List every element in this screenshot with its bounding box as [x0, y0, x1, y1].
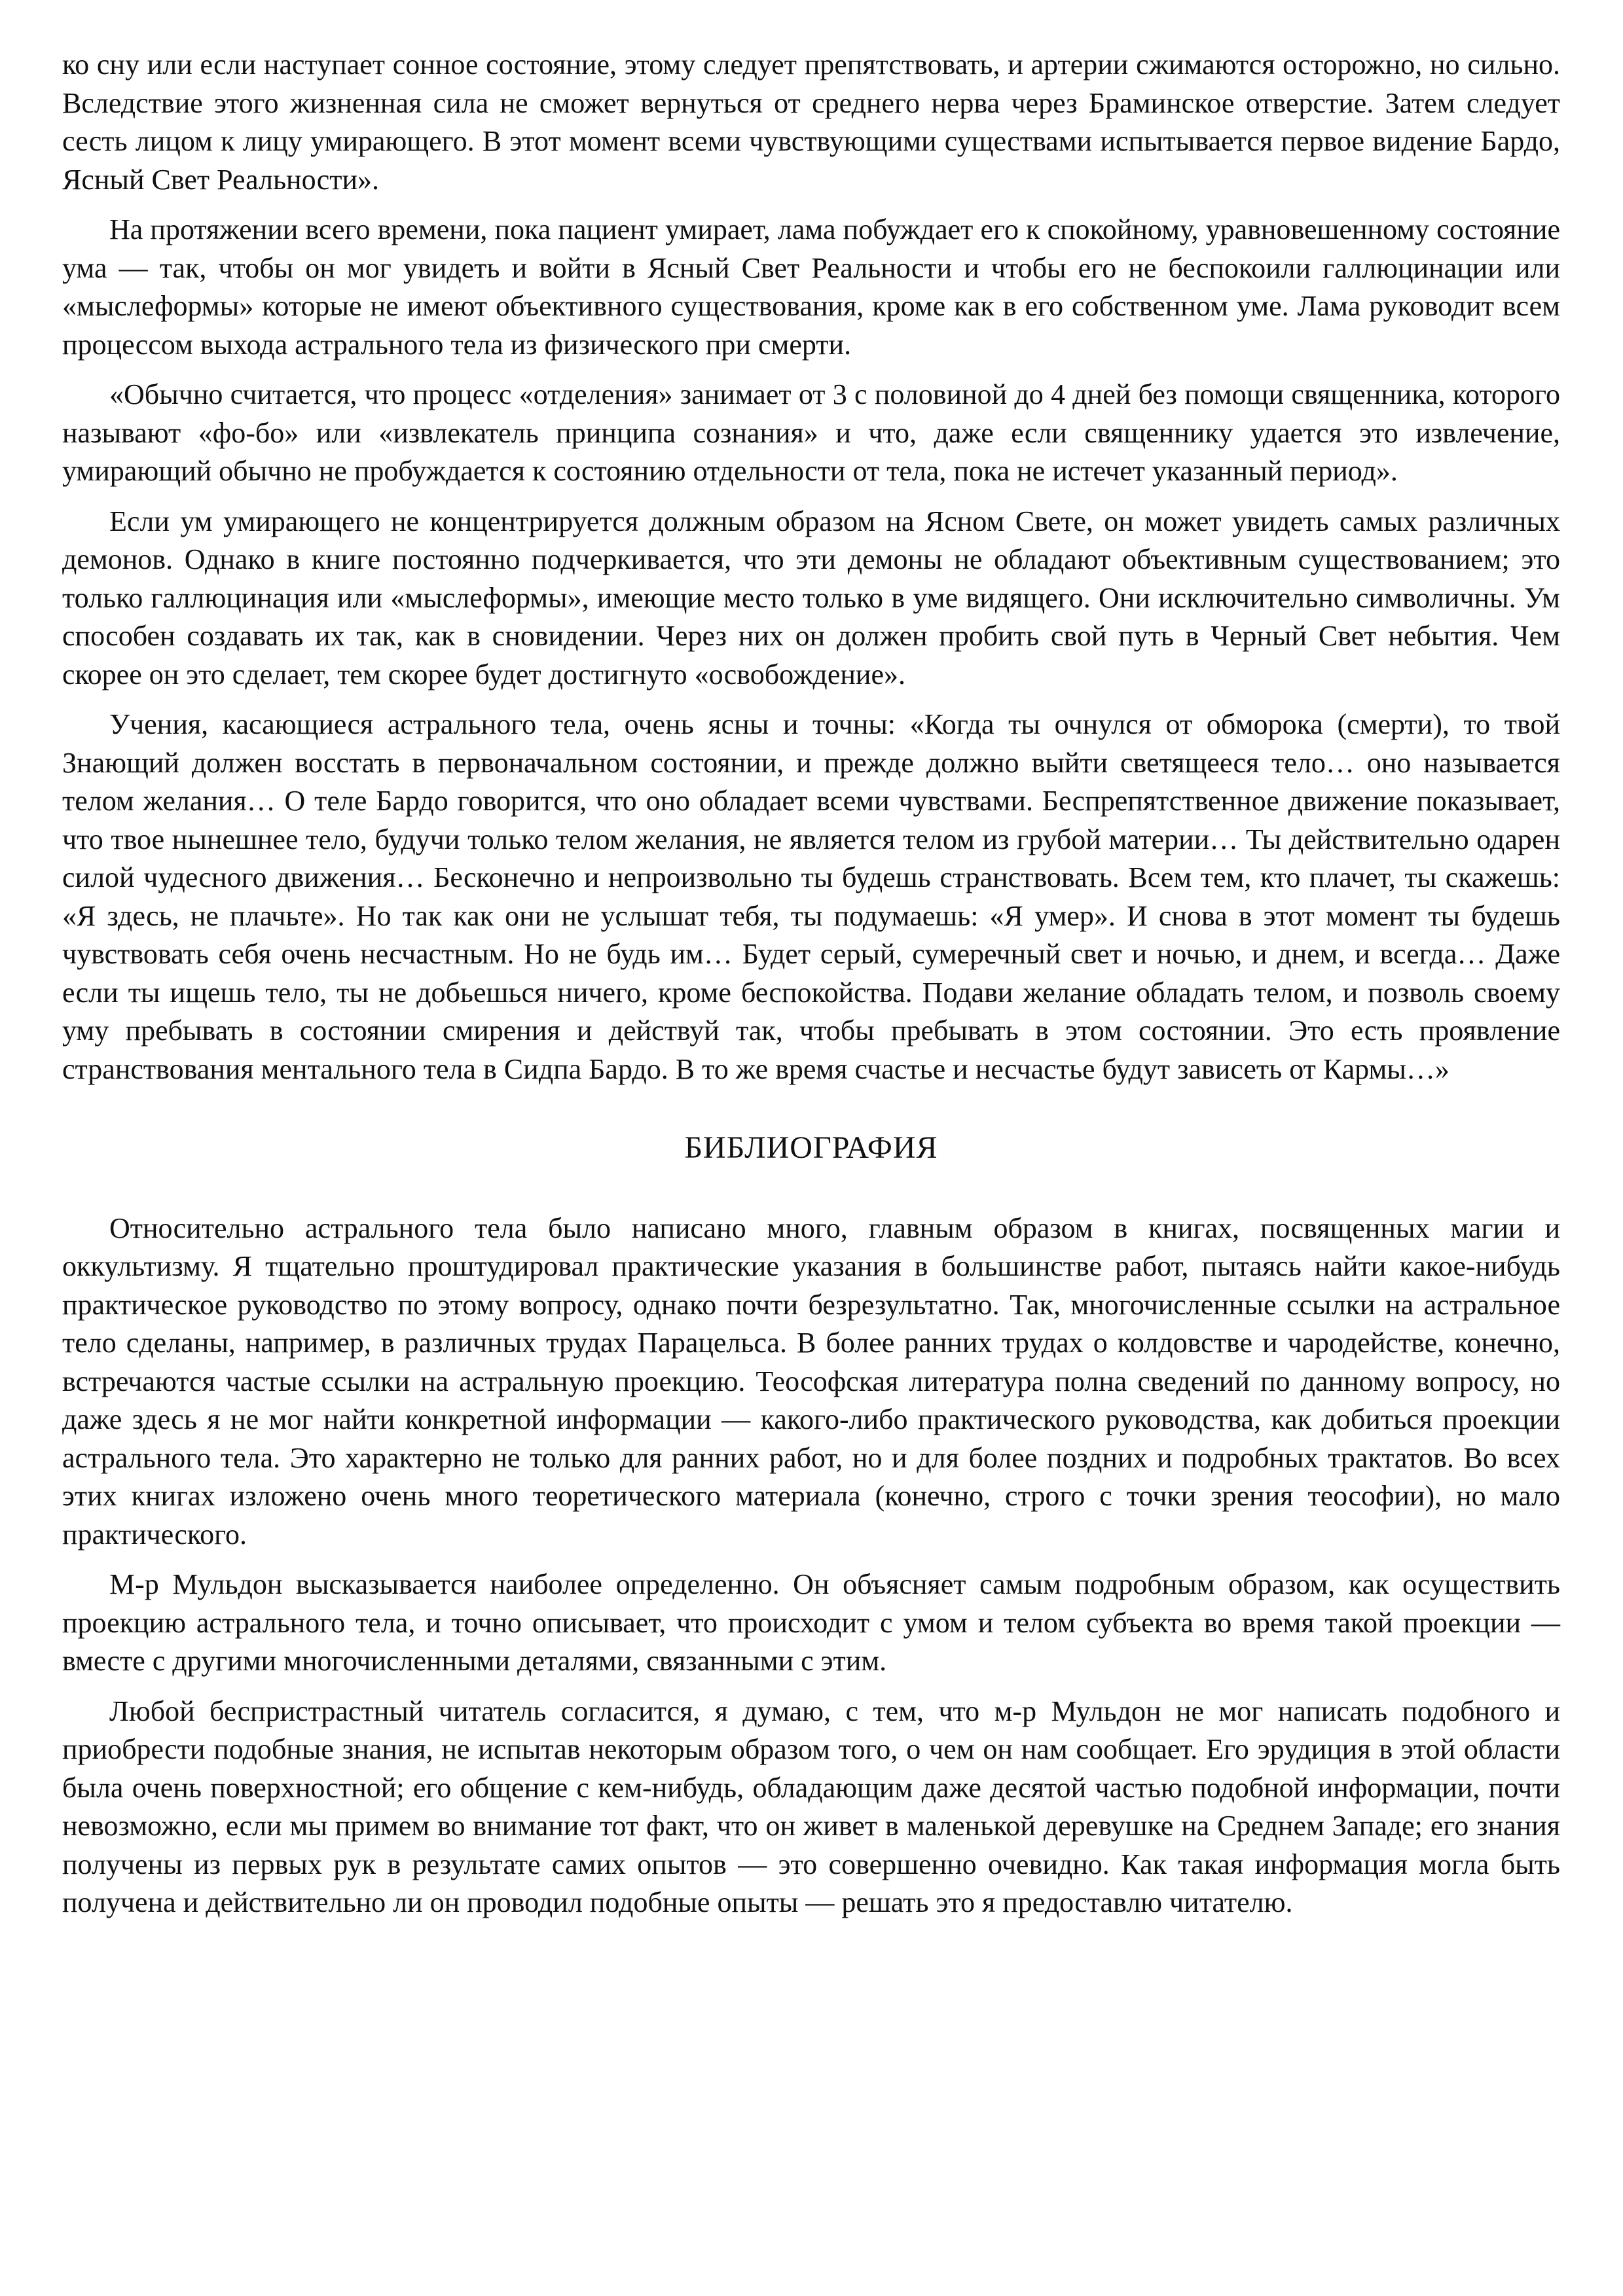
paragraph-reader: Любой беспристрастный читатель согласится, я думаю, с тем, что м-р Мульдон не мог написать подобного и приобрести подобные знания, не испытав некоторым образом того, о чем он нам сообщает. Его эрудиция в этой области была очень поверхностной; его общение с кем-нибудь, обладающим даже десятой частью подобной информации, почти невозможно, если мы примем во внимание тот факт, что он живет в маленькой деревушке на Среднем Западе; его знания получены из первых рук в результате самих опытов — это совершенно очевидно. Как такая информация могла быть получена и действительно ли он проводил подобные опыты — решать это я предоставлю читателю.: [62, 1695, 1560, 1918]
paragraph-bibliography-intro: Относительно астрального тела было написано много, главным образом в книгах, посвященных магии и оккультизму. Я тщательно проштудировал практические указания в большинстве работ, пытаясь найти какое-нибудь практическое руководство по этому вопросу, однако почти безрезультатно. Так, многочисленные ссылки на астральное тело сделаны, например, в различных трудах Парацельса. В более ранних трудах о колдовстве и чародействе, конечно, встречаются частые ссылки на астральную проекцию. Теософская литература полна сведений по данному вопросу, но даже здесь я не мог найти конкретной информации — какого-либо практического руководства, как добиться проекции астрального тела. Это характерно не только для ранних работ, но и для более поздних и подробных трактатов. Во всех этих книгах изложено очень много теоретического материала (конечно, строго с точки зрения теософии), но мало практического.: [62, 1211, 1560, 1551]
paragraph-separation-quote: «Обычно считается, что процесс «отделения» занимает от 3 с половиной до 4 дней без помощи священника, которого называют «фо-бо» или «извлекатель принципа сознания» и что, даже если священнику удается это извлечение, умирающий обычно не пробуждается к состоянию отдельности от тела, пока не истечет указанный период».: [62, 378, 1560, 487]
section-heading: БИБЛИОГРАФИЯ: [684, 1130, 938, 1165]
paragraph-demons: Если ум умирающего не концентрируется должным образом на Ясном Свете, он может увидеть самых различных демонов. Однако в книге постоянно подчеркивается, что эти демоны не обладают объективным существованием; это только галлюцинация или «мыслеформы», имеющие место только в уме видящего. Они исключительно символичны. Ум способен создавать их так, как в сновидении. Через них он должен пробить свой путь в Черный Свет небытия. Чем скорее он это сделает, тем скорее будет достигнуто «освобождение».: [62, 505, 1560, 691]
paragraph-continuation: ко сну или если наступает сонное состояние, этому следует препятствовать, и артерии сжимаются осторожно, но сильно. Вследствие этого жизненная сила не сможет вернуться от среднего нерва через Браминское отверстие. Затем следует сесть лицом к лицу умирающего. В этот момент всеми чувствующими существами испытывается первое видение Бардо, Ясный Свет Реальности».: [62, 48, 1560, 196]
paragraph-astral-teachings: Учения, касающиеся астрального тела, очень ясны и точны: «Когда ты очнулся от обморока (смерти), то твой Знающий должен восстать в первоначальном состоянии, и прежде должно выйти светящееся тело… оно называется телом желания… О теле Бардо говорится, что оно обладает всеми чувствами. Беспрепятственное движение показывает, что твое нынешнее тело, будучи только телом желания, не является телом из грубой материи… Ты действительно одарен силой чудесного движения… Бесконечно и непроизвольно ты будешь странствовать. Всем тем, кто плачет, ты скажешь: «Я здесь, не плачьте». Но так как они не услышат тебя, ты подумаешь: «Я умер». И снова в этот момент ты будешь чувствовать себя очень несчастным. Но не будь им… Будет серый, сумеречный свет и ночью, и днем, и всегда… Даже если ты ищешь тело, ты не добьешься ничего, кроме беспокойства. Подави желание обладать телом, и позволь своему уму пребывать в состоянии смирения и действуй так, чтобы пребывать в этом состоянии. Это есть проявление странствования ментального тела в Сидпа Бардо. В то же время счастье и несчастье будут зависеть от Кармы…»: [62, 708, 1560, 1085]
paragraph-muldoon: М-р Мульдон высказывается наиболее определенно. Он объясняет самым подробным образом, как осуществить проекцию астрального тела, и точно описывает, что происходит с умом и телом субъекта во время такой проекции — вместе с другими многочисленными деталями, связанными с этим.: [62, 1568, 1560, 1677]
paragraph-lama-guidance: На протяжении всего времени, пока пациент умирает, лама побуждает его к спокойному, уравновешенному состояние ума — так, чтобы он мог увидеть и войти в Ясный Свет Реальности и чтобы его не беспокоили галлюцинации или «мыслеформы» которые не имеют объективного существования, кроме как в его собственном уме. Лама руководит всем процессом выхода астрального тела из физического при смерти.: [62, 213, 1560, 361]
document-page: [62, 46, 1560, 1934]
